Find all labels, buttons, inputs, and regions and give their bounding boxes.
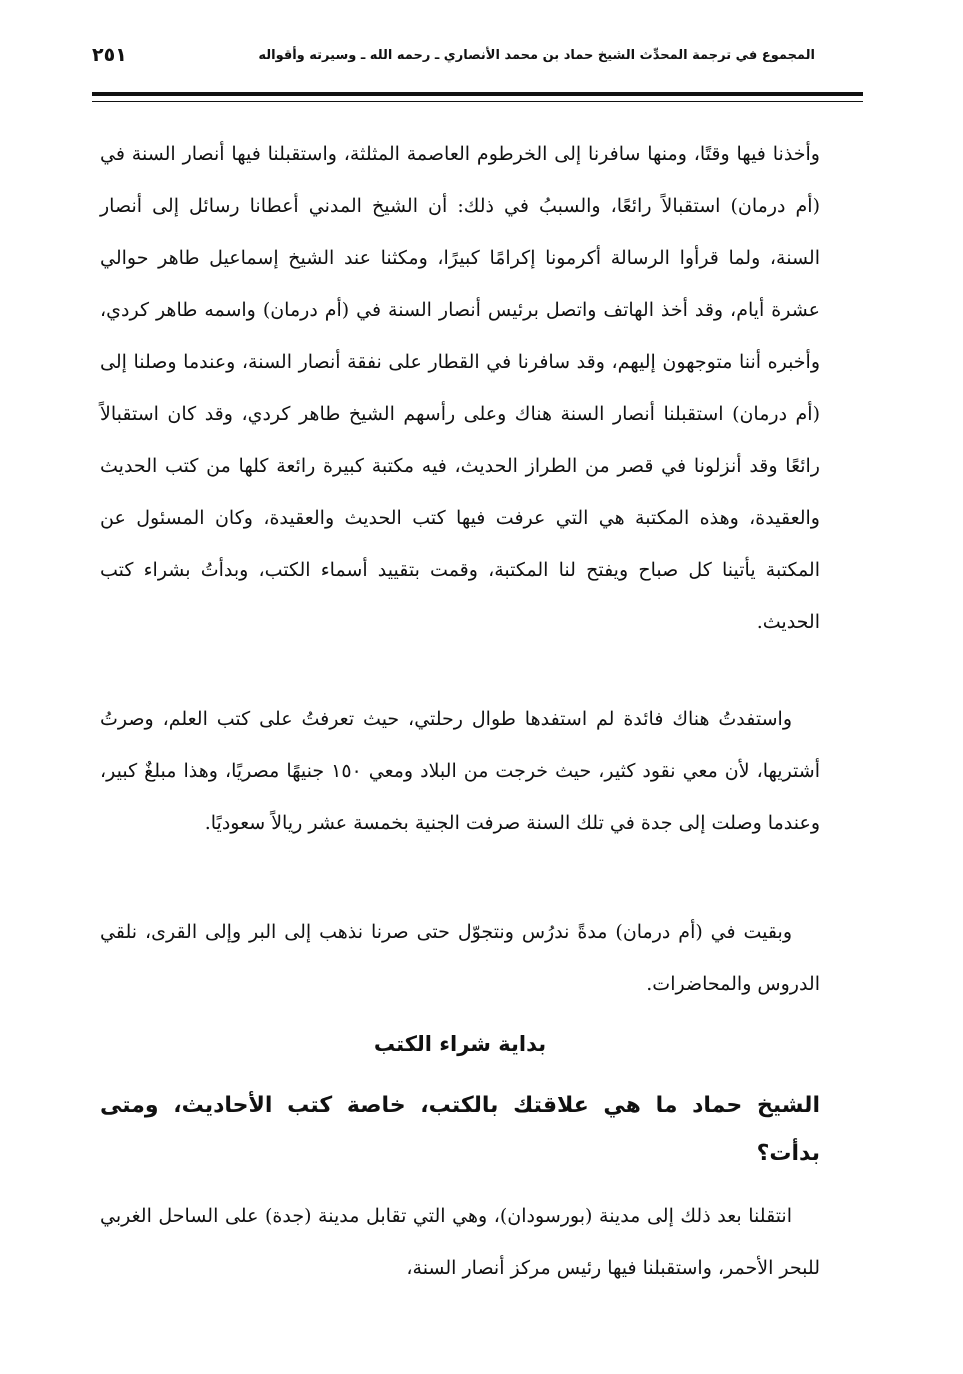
running-header — [92, 40, 815, 80]
paragraph-text: وبقيت في (أم درمان) مدةً ندرُس ونتجوّل حتى صرنا نذهب إلى البر وإلى القرى، نلقي الدروس والمحاضرات. — [100, 921, 820, 995]
header-rule-thin — [92, 101, 863, 102]
paragraph-text: وأخذنا فيها وقتًا، ومنها سافرنا إلى الخرطوم العاصمة المثلثة، واستقبلنا فيها أنصار السنة في (أم درمان) استقبالاً رائعًا، والسببُ في ذلك: أن الشيخ المدني أعطانا رسائل إلى أنصار السنة، ولما قرأوا الرسالة أكرمونا إكرامًا كبيرًا، ومكثنا عند الشيخ إسماعيل طاهر حوالي عشرة أيام، وقد أخذ الهاتف واتصل برئيس أنصار السنة في (أم درمان) واسمه طاهر كردي، وأخبره أننا متوجهون إليهم، وقد سافرنا في القطار على نفقة أنصار السنة، وعندما وصلنا إلى (أم درمان) استقبلنا أنصار السنة هناك وعلى رأسهم الشيخ طاهر كردي، وقد كان استقبالاً رائعًا وقد أنزلونا في قصر من الطراز الحديث، فيه مكتبة كبيرة رائعة كلها من كتب الحديث والعقيدة، وهذه المكتبة هي التي عرفت فيها كتب الحديث والعقيدة، وكان المسئول عن المكتبة يأتينا كل صباح ويفتح لنا المكتبة، وقمت بتقييد أسماء الكتب، وبدأتُ بشراء كتب الحديث. — [100, 143, 820, 633]
question-heading — [100, 1082, 820, 1178]
section-heading: بداية شراء الكتب — [373, 1032, 547, 1056]
body-paragraph-3 — [100, 906, 820, 1010]
paragraph-text: انتقلنا بعد ذلك إلى مدينة (بورسودان)، وهي التي تقابل مدينة (جدة) على الساحل الغربي للبحر الأحمر، واستقبلنا فيها رئيس مركز أنصار السنة، — [100, 1205, 820, 1279]
paragraph-text: واستفدتُ هناك فائدة لم استفدها طوال رحلتي، حيث تعرفتُ على كتب العلم، وصرتُ أشتريها، لأن معي نقود كثير، حيث خرجت من البلاد ومعي ١٥٠ جنيهًا مصريًا، وهذا مبلغٌ كبير، وعندما وصلت إلى جدة في تلك السنة صرفت الجنية بخمسة عشر ريالاً سعوديًا. — [100, 708, 820, 834]
body-paragraph-4 — [100, 1190, 820, 1294]
question-text: الشيخ حماد ما هي علاقتك بالكتب، خاصة كتب الأحاديث، ومتى بدأت؟ — [100, 1093, 820, 1166]
header-rule-thick — [92, 92, 863, 96]
body-paragraph-1 — [100, 128, 820, 648]
body-paragraph-2 — [100, 693, 820, 849]
running-title: المجموع في ترجمة المحدِّث الشيخ حماد بن محمد الأنصاري ـ رحمه الله ـ وسيرته وأقواله — [258, 48, 815, 63]
page-number: ٢٥١ — [92, 44, 127, 66]
